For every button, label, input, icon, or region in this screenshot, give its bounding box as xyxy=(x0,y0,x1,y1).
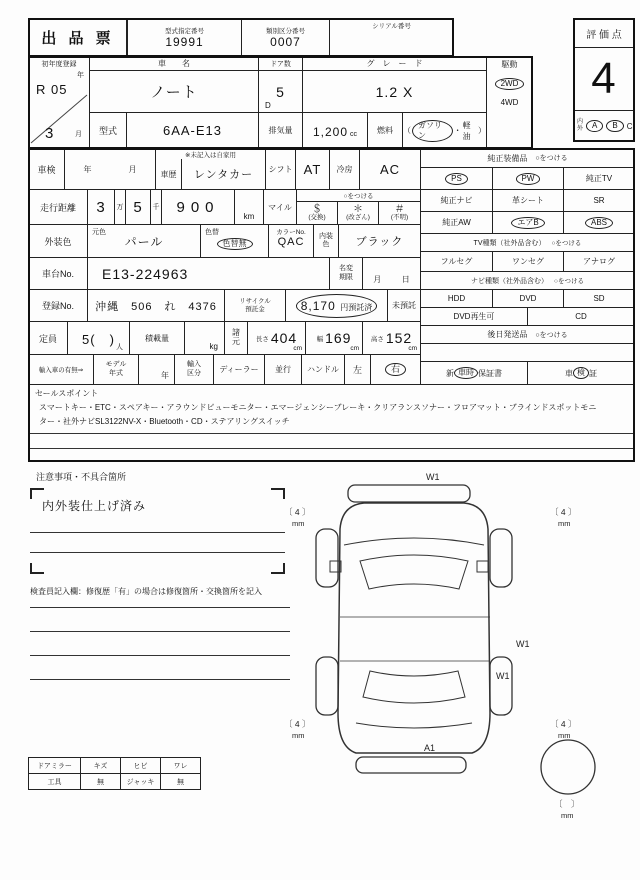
bracket-bottom-left xyxy=(30,563,44,574)
capacity-label: 定員 xyxy=(38,333,57,344)
sales-rule-2 xyxy=(29,448,634,449)
tv-analog: アナログ xyxy=(583,257,615,266)
load-kg-unit: kg xyxy=(209,342,218,351)
import-type-label-2: 区分 xyxy=(187,369,201,377)
notes-label: 注意事項・不具合箇所 xyxy=(36,472,127,482)
capacity-unit: 人 xyxy=(116,344,123,351)
damage-w1-top: W1 xyxy=(426,472,440,482)
mileage-man-value: 3 xyxy=(96,198,106,216)
tool-none: 無 xyxy=(97,778,104,786)
drive-label: 駆動 xyxy=(501,60,518,69)
inspector-note: 検査員記入欄：修復歴「有」の場合は修復箇所・交換箇所を記入 xyxy=(30,587,262,596)
rear-window xyxy=(363,671,465,703)
tv-fullseg: フルセグ xyxy=(440,257,473,266)
navi-dvd: DVD xyxy=(519,294,537,303)
equip-abs-circled: ABS xyxy=(585,217,613,229)
length-unit: cm xyxy=(293,345,302,352)
name-change-label-2: 期限 xyxy=(339,273,353,281)
jack-none: 無 xyxy=(177,778,184,786)
model-year-unit: 年 xyxy=(161,371,169,380)
shaken-month-unit: 月 xyxy=(128,164,137,174)
mileage-sen-value: 5 xyxy=(133,198,143,216)
trunk-line xyxy=(356,723,472,728)
later-shipment-note: ○をつける xyxy=(535,331,568,339)
warranty-book-circled: 車時 xyxy=(454,367,478,379)
registration-no-label: 登録No. xyxy=(41,301,74,311)
jack-label: ジャッキ xyxy=(126,778,155,786)
inspection-cert-circled: 検 xyxy=(573,367,589,379)
equip-sunroof: SR xyxy=(593,196,605,205)
first-reg-era-year: R 05 xyxy=(36,82,68,97)
cooling-value: AC xyxy=(379,161,401,177)
doors-unit: D xyxy=(265,101,271,110)
recycle-label-2: 預託金 xyxy=(245,305,265,313)
handle-right-circled: 右 xyxy=(385,363,406,376)
shift-label: シフト xyxy=(268,164,293,174)
handle-label: ハンドル xyxy=(307,365,339,374)
grade-value: 1.2 X xyxy=(375,83,414,100)
mileage-label: 走行距離 xyxy=(39,202,76,213)
car-diagram xyxy=(278,465,638,825)
mirror-scratch: キズ xyxy=(93,762,108,770)
first-reg-month-unit: 月 xyxy=(75,131,82,138)
load-label: 積載量 xyxy=(145,333,169,343)
interior-color-label-2: 色 xyxy=(322,241,330,248)
displacement-label: 排気量 xyxy=(268,126,293,135)
mile-mark-tampered-label: (改ざん) xyxy=(346,213,370,221)
recycle-amount: 8,170 xyxy=(300,298,336,313)
warranty-book-pre: 新 xyxy=(446,368,454,378)
notes-value: 内外装仕上げ済み xyxy=(42,499,147,513)
name-change-day-unit: 日 xyxy=(401,275,410,284)
mile-mark-exchange-label: (交換) xyxy=(308,213,326,221)
model-year-label-2: 年式 xyxy=(109,369,123,377)
shaken-year-unit: 年 xyxy=(83,164,92,174)
class-code-value: 0007 xyxy=(270,35,301,49)
shaken-label: 車検 xyxy=(37,164,56,175)
front-bumper xyxy=(348,485,470,502)
equip-ps-circled: PS xyxy=(445,173,468,185)
mile-mark-unknown-label: (不明) xyxy=(390,213,409,221)
wheel-rear-left xyxy=(316,657,338,715)
chassis-no-label: 車台No. xyxy=(41,269,74,279)
tread-front-right-unit: mm xyxy=(558,519,571,528)
inspector-rule-4 xyxy=(30,679,290,680)
color-no-value: QAC xyxy=(277,236,305,248)
mileage-km-unit: km xyxy=(243,212,255,221)
notes-rule-1 xyxy=(30,532,285,533)
score-value: 4 xyxy=(591,54,617,103)
recycle-paid-circled xyxy=(296,294,377,318)
name-change-label-1: 名変 xyxy=(339,265,353,273)
notes-box xyxy=(30,488,285,574)
tread-rear-left-unit: mm xyxy=(292,731,305,740)
mile-mark-unknown-symbol: ＃ xyxy=(394,203,405,215)
exterior-color-label: 外装色 xyxy=(44,236,72,247)
spare-tread-bracket: 〔 〕 xyxy=(554,799,580,809)
door-mirror-label: ドアミラー xyxy=(37,762,72,770)
doors-value: 5 xyxy=(276,83,285,100)
name-change-month-unit: 月 xyxy=(373,275,382,284)
cd-playable: CD xyxy=(575,312,587,321)
car-name-value: ノート xyxy=(150,84,198,101)
fuel-diesel: 軽油 xyxy=(462,120,471,141)
recycle-unpaid-label: 未預託 xyxy=(392,301,416,310)
equip-genuine-tv: 純正TV xyxy=(585,174,613,183)
tread-front-left-unit: mm xyxy=(292,519,305,528)
mileage-sen-unit: 千 xyxy=(152,204,160,211)
windshield xyxy=(360,555,468,589)
width-unit: cm xyxy=(350,345,359,352)
tv-type-label: TV種類（社外品含む） xyxy=(473,239,546,247)
inspection-cert-pre: 車 xyxy=(565,368,573,378)
height-label: 高さ xyxy=(370,335,384,343)
condition-grade-b-circled: B xyxy=(606,120,623,132)
damage-w1-right-1: W1 xyxy=(516,639,530,649)
model-value: 6AA-E13 xyxy=(162,123,223,138)
inspection-cert-post: 証 xyxy=(589,368,597,378)
tread-rear-right-unit: mm xyxy=(558,731,571,740)
recycle-label-1: リサイクル xyxy=(239,298,271,306)
cooling-label: 冷房 xyxy=(336,164,353,174)
inspector-rule-3 xyxy=(30,655,290,656)
equip-leather-seat: 革シート xyxy=(512,196,544,205)
wheel-front-right xyxy=(490,529,512,587)
history-note: ※未記入は自家用 xyxy=(185,152,236,159)
history-value: レンタカー xyxy=(193,169,254,181)
original-color-label: 元色 xyxy=(92,229,106,236)
chassis-no-value: E13-224963 xyxy=(102,265,189,282)
registration-no-value: 沖縄 506 れ 4376 xyxy=(95,300,217,313)
import-type-label-1: 輸入 xyxy=(187,361,201,369)
car-body-outline xyxy=(338,503,490,753)
mile-mark-exchange-symbol: ＄ xyxy=(312,203,322,215)
genuine-equipment-note: ○をつける xyxy=(535,155,568,162)
model-code-value: 19991 xyxy=(165,35,204,49)
tread-rear-left: 〔 4 〕 xyxy=(284,719,311,729)
tv-oneseg: ワンセグ xyxy=(512,257,544,266)
sales-points-line1: スマートキー・ETC・スペアキー・アラウンドビューモニター・エマージェンシーブレーキ・クリアランスソナー・フロアマット・ブラインドスポットモニ xyxy=(39,403,597,412)
repaint-label: 色替 xyxy=(205,229,219,236)
serial-label: シリアル番号 xyxy=(372,23,411,30)
first-reg-month: 3 xyxy=(45,125,55,142)
navi-hdd: HDD xyxy=(447,294,466,303)
sales-rule-1 xyxy=(29,433,634,434)
first-reg-label: 初年度登録 xyxy=(41,61,77,68)
side-mirror-right xyxy=(477,561,488,572)
spec-label-1: 諸 xyxy=(232,328,240,338)
equip-pw-circled: PW xyxy=(516,173,541,185)
tread-front-left: 〔 4 〕 xyxy=(284,507,311,517)
repaint-none-circled: 色替無 xyxy=(217,238,253,250)
tv-type-note: ○をつける xyxy=(551,240,582,247)
original-color-value: パール xyxy=(124,234,164,249)
import-presence-label: 輸入車の有無⇒ xyxy=(38,367,84,374)
tread-front-right: 〔 4 〕 xyxy=(550,507,577,517)
navi-sd: SD xyxy=(593,294,605,303)
tool-label: 工具 xyxy=(47,778,62,786)
navi-type-note: ○をつける xyxy=(554,278,584,285)
inspector-rule-2 xyxy=(30,631,290,632)
history-label: 車歴 xyxy=(156,159,182,189)
car-name-label: 車 名 xyxy=(158,59,190,68)
hood-line xyxy=(344,538,484,545)
rear-bumper xyxy=(356,757,466,773)
model-label: 型式 xyxy=(98,126,117,136)
class-code-label: 類別区分番号 xyxy=(266,28,305,35)
navi-type-label: ナビ種類（社外品含む） xyxy=(471,277,549,285)
doors-label: ドア数 xyxy=(270,60,291,68)
mirror-break: ワレ xyxy=(173,762,188,770)
tread-rear-right: 〔 4 〕 xyxy=(550,719,577,729)
warranty-book-post: 保証書 xyxy=(478,368,502,378)
condition-grade-c: C xyxy=(626,121,633,131)
empty-cell xyxy=(420,343,635,362)
first-reg-year-unit: 年 xyxy=(77,72,84,79)
fuel-paren-open: （ xyxy=(403,126,411,135)
displacement-value: 1,200 xyxy=(312,125,349,139)
score-label: 評 価 点 xyxy=(586,29,622,41)
sales-points-label: セールスポイント xyxy=(35,389,99,398)
drive-4wd: 4WD xyxy=(500,98,519,107)
dvd-playable: DVD再生可 xyxy=(453,312,495,321)
model-year-label-1: モデル xyxy=(105,361,127,369)
capacity-value: 5( ) xyxy=(82,331,115,347)
length-label: 長さ xyxy=(255,335,269,343)
drive-2wd-circled: 2WD xyxy=(495,78,525,90)
condition-label: 内 外 xyxy=(577,119,584,132)
wheel-front-left xyxy=(316,529,338,587)
mirror-crack: ヒビ xyxy=(133,762,148,770)
genuine-equipment-label: 純正装備品 xyxy=(487,153,528,163)
shift-value: AT xyxy=(303,161,322,177)
interior-color-label-1: 内装 xyxy=(319,233,333,241)
mileage-man-unit: 万 xyxy=(116,204,124,211)
interior-color-value: ブラック xyxy=(355,236,404,248)
handle-left-option: 左 xyxy=(352,365,362,375)
import-dealer-option: ディーラー xyxy=(219,365,259,374)
later-shipment-label: 後日発送品 xyxy=(487,330,528,339)
recycle-paid-label: 円預託済 xyxy=(340,302,373,312)
condition-grade-a-circled: A xyxy=(586,120,603,132)
page-title: 出 品 票 xyxy=(41,30,115,47)
fuel-gasoline-circled: ガソリン xyxy=(412,120,453,142)
displacement-unit: cc xyxy=(350,131,358,138)
fuel-paren-close: ） xyxy=(478,126,486,135)
sales-points-line2: ター・社外ナビSL3122NV-X・Bluetooth・CD・ステアリングスイッチ xyxy=(39,417,290,426)
fuel-label: 燃料 xyxy=(377,126,393,135)
import-parallel-option: 並行 xyxy=(275,365,291,374)
height-value: 152 xyxy=(385,330,413,346)
grade-label: グ レ ー ド xyxy=(366,59,423,68)
mile-mark-tampered-symbol: ＊ xyxy=(353,203,363,215)
mile-circle-note: ○をつける xyxy=(343,193,374,200)
mile-label: マイル xyxy=(268,202,292,212)
fuel-separator: ・ xyxy=(453,126,462,135)
spare-tire xyxy=(541,740,595,794)
damage-w1-right-2: W1 xyxy=(496,671,510,681)
spec-label-2: 元 xyxy=(232,337,240,346)
equip-genuine-aw: 純正AW xyxy=(442,218,471,227)
width-label: 幅 xyxy=(316,335,324,343)
width-value: 169 xyxy=(325,330,352,346)
wheel-rear-right xyxy=(490,657,512,715)
length-value: 404 xyxy=(270,330,298,346)
damage-a1-rear: A1 xyxy=(424,743,436,753)
spare-tread-unit: mm xyxy=(561,811,574,820)
mileage-rest-value: 900 xyxy=(176,198,220,216)
equip-airbag-circled: エアB xyxy=(511,217,544,229)
model-code-label: 型式指定番号 xyxy=(165,28,204,35)
height-unit: cm xyxy=(408,345,417,352)
inspector-rule-1 xyxy=(30,607,290,608)
equip-genuine-navi: 純正ナビ xyxy=(440,196,473,205)
notes-rule-2 xyxy=(30,552,285,553)
color-no-label: カラーNo. xyxy=(276,229,306,236)
